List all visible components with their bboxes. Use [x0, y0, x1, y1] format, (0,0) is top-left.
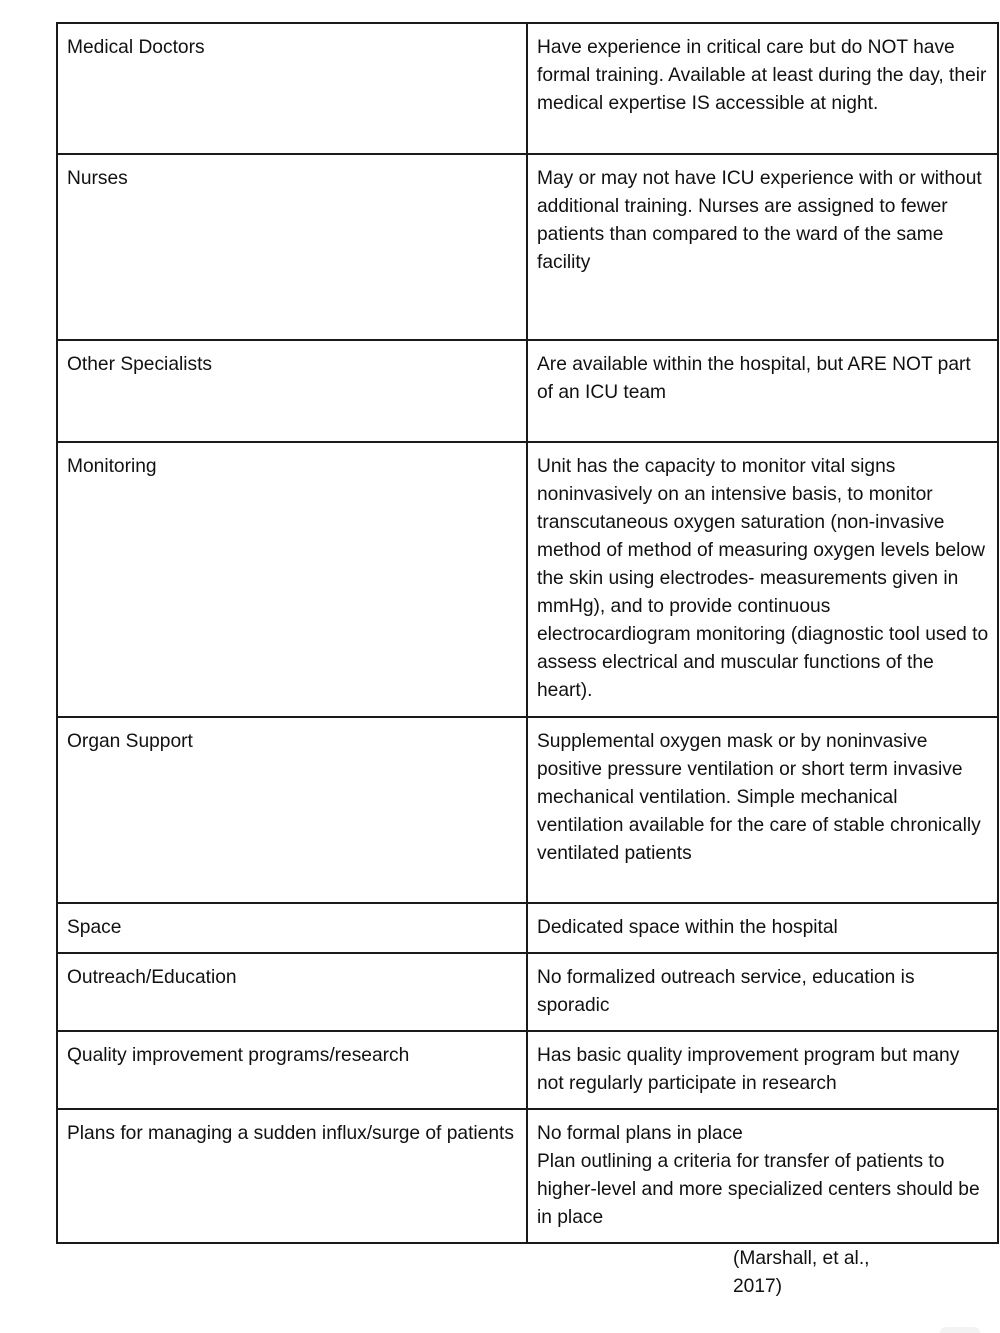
row-label: Other Specialists: [57, 340, 527, 442]
description-line: Have experience in critical care but do NOT have formal training. Available at least during the day, their medical expertise IS accessible at night.: [537, 37, 987, 114]
description-line: Are available within the hospital, but ARE NOT part of an ICU team: [537, 354, 971, 403]
description-line: Has basic quality improvement program but many not regularly participate in research: [537, 1045, 960, 1094]
table-row: [57, 442, 998, 717]
description-line: Plan outlining a criteria for transfer of patients to higher-level and more specialized centers should be in place: [537, 1151, 980, 1228]
row-label: Quality improvement programs/research: [57, 1031, 527, 1109]
row-description: [527, 23, 998, 154]
row-label: Organ Support: [57, 717, 527, 903]
row-description: [527, 442, 998, 717]
row-description: [527, 717, 998, 903]
row-description: [527, 903, 998, 953]
row-description: [527, 340, 998, 442]
table-row: [57, 1031, 998, 1109]
page-corner-shadow: [940, 1327, 980, 1333]
table-row: [57, 154, 998, 340]
description-line: No formalized outreach service, education is sporadic: [537, 967, 915, 1016]
row-label: Nurses: [57, 154, 527, 340]
row-description: [527, 154, 998, 340]
description-line: No formal plans in place: [537, 1123, 743, 1144]
row-description: [527, 1031, 998, 1109]
row-label: Outreach/Education: [57, 953, 527, 1031]
row-label: Plans for managing a sudden influx/surge of patients: [57, 1109, 527, 1243]
citation: (Marshall, et al., 2017): [733, 1248, 870, 1297]
row-description: [527, 953, 998, 1031]
row-label: Monitoring: [57, 442, 527, 717]
table-row: [57, 953, 998, 1031]
table-row: [57, 23, 998, 154]
description-line: Dedicated space within the hospital: [537, 917, 838, 938]
description-line: Supplemental oxygen mask or by noninvasive positive pressure ventilation or short term invasive mechanical ventilation. Simple mechanical ventilation available for the care of stable chronically ventilated patients: [537, 731, 981, 864]
table-row: [57, 1109, 998, 1243]
table-row: [57, 717, 998, 903]
table-row: [57, 903, 998, 953]
row-label: Space: [57, 903, 527, 953]
row-label: Medical Doctors: [57, 23, 527, 154]
description-line: May or may not have ICU experience with or without additional training. Nurses are assigned to fewer patients than compared to the ward of the same facility: [537, 168, 982, 273]
criteria-table: [56, 22, 999, 1244]
description-line: Unit has the capacity to monitor vital signs noninvasively on an intensive basis, to monitor transcutaneous oxygen saturation (non-invasive method of method of measuring oxygen levels below the skin using electrodes- measurements given in mmHg), and to provide continuous electrocardiogram monitoring (diagnostic tool used to assess electrical and muscular functions of the heart).: [537, 456, 989, 701]
row-description: [527, 1109, 998, 1243]
table-row: [57, 340, 998, 442]
